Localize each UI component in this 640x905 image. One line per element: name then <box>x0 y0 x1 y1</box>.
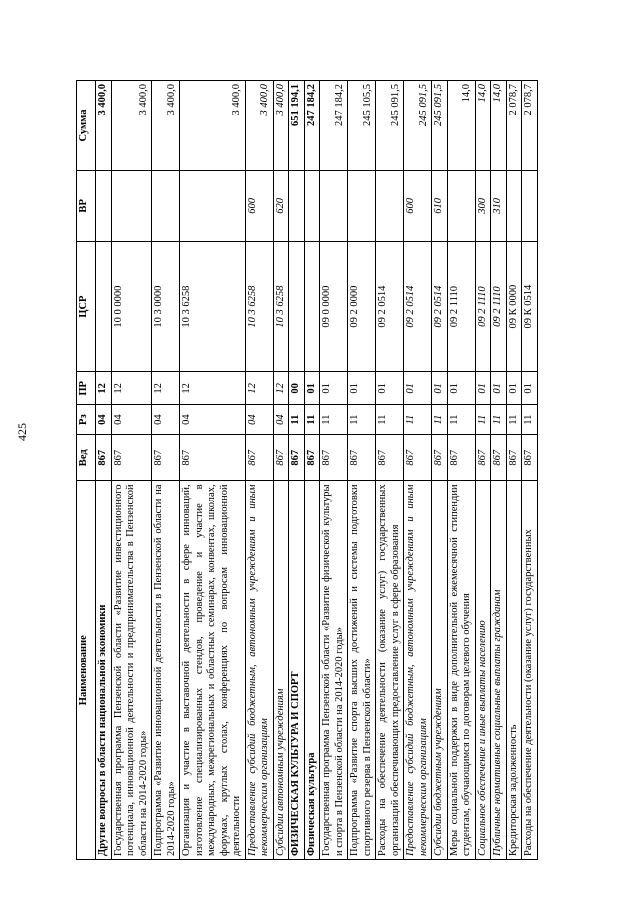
header-name: Наименование <box>77 481 96 860</box>
row-sum: 245 105,5 <box>348 81 376 171</box>
row-vr <box>348 170 376 241</box>
row-vr <box>111 170 152 241</box>
row-rz: 04 <box>111 405 152 435</box>
row-rz: 11 <box>491 405 507 435</box>
row-sum: 14,0 <box>447 81 475 171</box>
row-rz: 11 <box>289 405 305 435</box>
row-name: Публичные нормативные социальные выплаты гражданам <box>491 481 507 860</box>
row-name: Подпрограмма «Развитие инновационной деятельности в Пензенской области на 2014-2020 годы» <box>152 481 180 860</box>
table-row <box>289 81 305 860</box>
row-name: Расходы на обеспечение деятельности (оказание услуг) государственных <box>522 481 538 860</box>
row-rz: 11 <box>447 405 475 435</box>
table-row <box>152 81 180 860</box>
row-vr: 310 <box>491 170 507 241</box>
row-csr: 10 3 6258 <box>180 241 246 372</box>
row-rz: 04 <box>273 405 289 435</box>
table-row <box>348 81 376 860</box>
row-ved: 867 <box>475 435 491 481</box>
row-csr: 10 0 0000 <box>111 241 152 372</box>
row-sum: 3 400,0 <box>152 81 180 171</box>
row-name: Физическая культура <box>304 481 320 860</box>
row-pr: 01 <box>376 372 404 405</box>
header-csr: ЦСР <box>77 241 96 372</box>
row-name: ФИЗИЧЕСКАЯ КУЛЬТУРА И СПОРТ <box>289 481 305 860</box>
row-sum: 3 400,0 <box>180 81 246 171</box>
row-name: Субсидии автономным учреждениям <box>273 481 289 860</box>
table-row <box>245 81 273 860</box>
row-sum: 3 400,0 <box>245 81 273 171</box>
row-rz: 11 <box>522 405 538 435</box>
row-csr: 10 3 6258 <box>273 241 289 372</box>
row-vr <box>447 170 475 241</box>
row-csr: 09 2 0514 <box>376 241 404 372</box>
table-row <box>491 81 507 860</box>
row-name: Расходы на обеспечение деятельности (оказание услуг) государственных организаций обеспечивающих предоставление услуг в сфере образования <box>376 481 404 860</box>
row-vr <box>522 170 538 241</box>
row-ved: 867 <box>111 435 152 481</box>
row-csr: 09 2 0514 <box>404 241 432 372</box>
row-vr <box>304 170 320 241</box>
row-pr: 12 <box>96 372 112 405</box>
row-rz: 11 <box>376 405 404 435</box>
row-sum: 245 091,5 <box>404 81 432 171</box>
row-vr <box>96 170 112 241</box>
row-csr: 10 3 0000 <box>152 241 180 372</box>
row-pr: 01 <box>432 372 448 405</box>
table-body <box>96 81 538 860</box>
row-rz: 11 <box>475 405 491 435</box>
row-csr: 09 2 0000 <box>348 241 376 372</box>
row-name: Субсидии бюджетным учреждениям <box>432 481 448 860</box>
row-sum: 3 400,0 <box>111 81 152 171</box>
row-vr <box>152 170 180 241</box>
row-ved: 867 <box>522 435 538 481</box>
row-sum: 3 400,0 <box>273 81 289 171</box>
row-ved: 867 <box>152 435 180 481</box>
row-ved: 867 <box>180 435 246 481</box>
table-area <box>76 80 604 860</box>
row-ved: 867 <box>96 435 112 481</box>
row-pr: 01 <box>304 372 320 405</box>
row-csr: 09 2 1110 <box>447 241 475 372</box>
row-pr: 12 <box>111 372 152 405</box>
row-ved: 867 <box>348 435 376 481</box>
table-row <box>376 81 404 860</box>
row-rz: 11 <box>348 405 376 435</box>
row-name: Предоставление субсидий бюджетным, автономным учреждениям и иным некоммерческим организациям <box>404 481 432 860</box>
row-sum: 2 078,7 <box>506 81 522 171</box>
row-sum: 14,0 <box>475 81 491 171</box>
header-ved: Вед <box>77 435 96 481</box>
row-sum: 2 078,7 <box>522 81 538 171</box>
table-header-row <box>77 81 96 860</box>
table-row <box>506 81 522 860</box>
row-name: Предоставление субсидий бюджетным, автономным учреждениям и иным некоммерческим организациям <box>245 481 273 860</box>
table-row <box>96 81 112 860</box>
row-rz: 04 <box>180 405 246 435</box>
row-sum: 247 184,2 <box>320 81 348 171</box>
row-name: Другие вопросы в области национальной экономики <box>96 481 112 860</box>
row-sum: 3 400,0 <box>96 81 112 171</box>
rotated-table-container <box>76 80 604 860</box>
table-row <box>447 81 475 860</box>
row-ved: 867 <box>404 435 432 481</box>
row-pr: 12 <box>180 372 246 405</box>
page-number: 425 <box>15 423 29 441</box>
row-rz: 11 <box>506 405 522 435</box>
row-csr: 10 3 6258 <box>245 241 273 372</box>
table-row <box>522 81 538 860</box>
row-vr: 610 <box>432 170 448 241</box>
header-vr: ВР <box>77 170 96 241</box>
row-pr: 01 <box>320 372 348 405</box>
row-rz: 04 <box>96 405 112 435</box>
row-name: Государственная программа Пензенской области «Развитие физической культуры и спорта в Пензенской области на 2014-2020 годы» <box>320 481 348 860</box>
row-ved: 867 <box>506 435 522 481</box>
row-name: Кредиторская задолженность <box>506 481 522 860</box>
row-sum: 245 091,5 <box>432 81 448 171</box>
row-vr: 600 <box>404 170 432 241</box>
row-name: Организация и участие в выставочной деятельности в сфере инноваций, изготовление специализированных стендов, проведение и участие в международных, межрегиональных и областных семинарах, конвентах, школах, форумах, круглых столах, конференциях по вопросам инновационной деятельности <box>180 481 246 860</box>
table-row <box>111 81 152 860</box>
row-sum: 14,0 <box>491 81 507 171</box>
row-pr: 01 <box>475 372 491 405</box>
table-row <box>180 81 246 860</box>
row-ved: 867 <box>304 435 320 481</box>
row-vr: 600 <box>245 170 273 241</box>
row-vr <box>506 170 522 241</box>
row-pr: 01 <box>522 372 538 405</box>
row-csr: 09 К 0000 <box>506 241 522 372</box>
row-pr: 01 <box>506 372 522 405</box>
table-row <box>320 81 348 860</box>
row-ved: 867 <box>289 435 305 481</box>
table-row <box>404 81 432 860</box>
table-row <box>475 81 491 860</box>
row-pr: 01 <box>348 372 376 405</box>
row-pr: 12 <box>152 372 180 405</box>
row-ved: 867 <box>245 435 273 481</box>
table-row <box>432 81 448 860</box>
row-csr <box>289 241 305 372</box>
row-ved: 867 <box>376 435 404 481</box>
row-vr <box>180 170 246 241</box>
row-sum: 651 194,1 <box>289 81 305 171</box>
row-vr <box>320 170 348 241</box>
row-name: Подпрограмма «Развитие спорта высших достижений и системы подготовки спортивного резерва в Пензенской области» <box>348 481 376 860</box>
row-ved: 867 <box>432 435 448 481</box>
row-csr: 09 2 1110 <box>475 241 491 372</box>
row-pr: 01 <box>404 372 432 405</box>
row-pr: 01 <box>491 372 507 405</box>
row-rz: 11 <box>304 405 320 435</box>
row-pr: 12 <box>273 372 289 405</box>
row-ved: 867 <box>273 435 289 481</box>
row-pr: 00 <box>289 372 305 405</box>
row-csr: 09 2 1110 <box>491 241 507 372</box>
row-rz: 04 <box>245 405 273 435</box>
row-rz: 11 <box>404 405 432 435</box>
row-vr: 300 <box>475 170 491 241</box>
row-name: Социальное обеспечение и иные выплаты населению <box>475 481 491 860</box>
header-rz: Рз <box>77 405 96 435</box>
row-rz: 11 <box>320 405 348 435</box>
row-ved: 867 <box>320 435 348 481</box>
row-rz: 04 <box>152 405 180 435</box>
row-pr: 12 <box>245 372 273 405</box>
header-sum: Сумма <box>77 81 96 171</box>
row-sum: 247 184,2 <box>304 81 320 171</box>
row-csr: 09 2 0514 <box>432 241 448 372</box>
row-csr <box>304 241 320 372</box>
row-csr <box>96 241 112 372</box>
row-ved: 867 <box>491 435 507 481</box>
row-vr: 620 <box>273 170 289 241</box>
row-rz: 11 <box>432 405 448 435</box>
row-vr <box>289 170 305 241</box>
row-csr: 09 0 0000 <box>320 241 348 372</box>
row-sum: 245 091,5 <box>376 81 404 171</box>
budget-table <box>76 80 538 860</box>
table-row <box>273 81 289 860</box>
row-csr: 09 К 0514 <box>522 241 538 372</box>
row-name: Государственная программа Пензенской области «Развитие инвестиционного потенциала, инновационной деятельности и предпринимательства в Пензенской области на 2014-2020 годы» <box>111 481 152 860</box>
table-row <box>304 81 320 860</box>
row-pr: 01 <box>447 372 475 405</box>
row-vr <box>376 170 404 241</box>
row-name: Меры социальной поддержки в виде дополнительной ежемесячной стипендии студентам, обучающимся по договорам целевого обучения <box>447 481 475 860</box>
row-ved: 867 <box>447 435 475 481</box>
header-pr: ПР <box>77 372 96 405</box>
